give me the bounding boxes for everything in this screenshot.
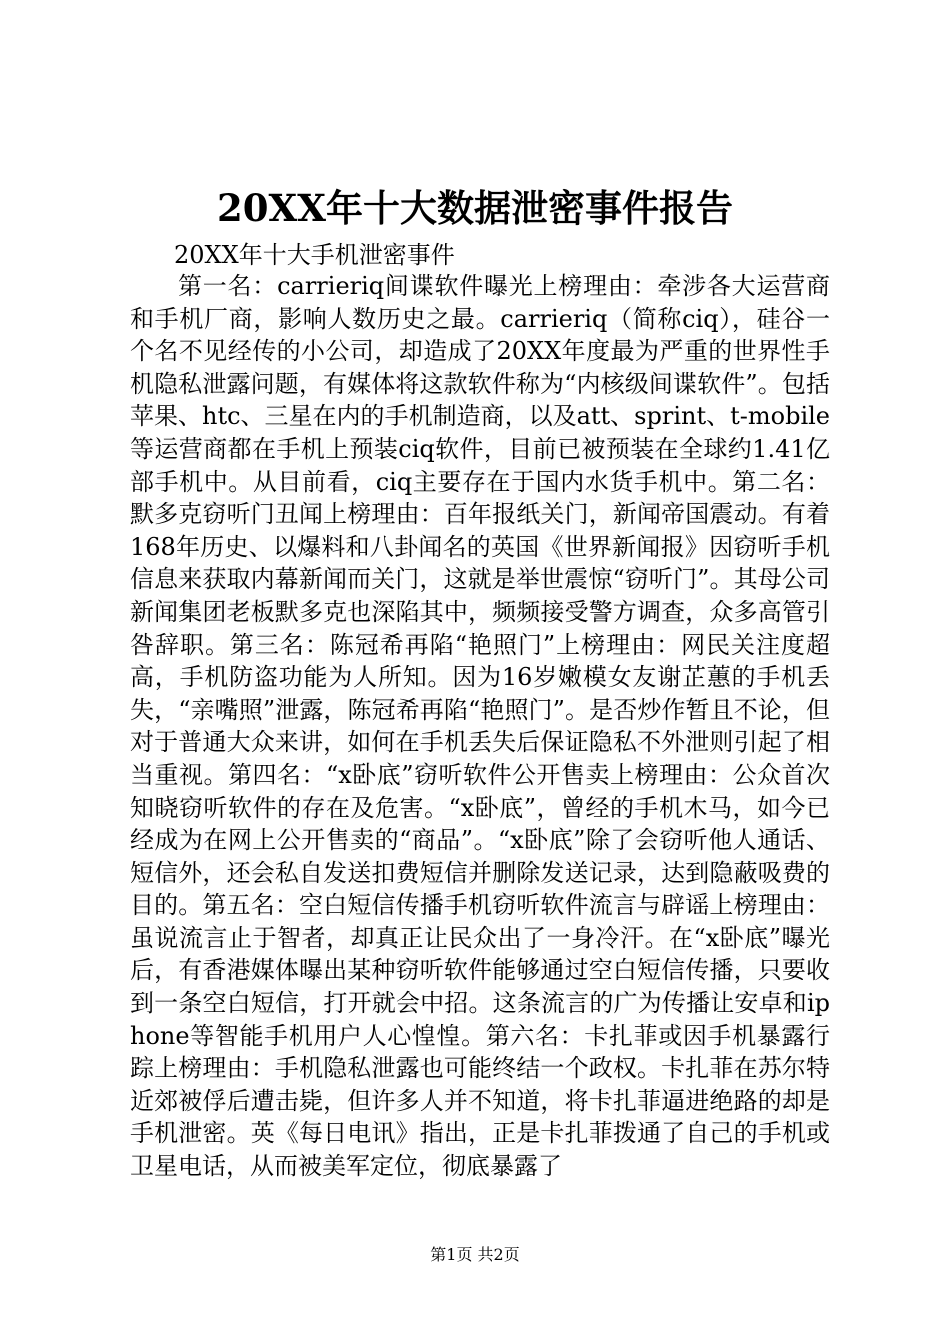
page-number-footer: 第1页 共2页 [430,1245,520,1264]
document-subtitle: 20XX年十大手机泄密事件 [174,241,455,269]
document-title: 20XX年十大数据泄密事件报告 [217,186,733,230]
document-body-paragraph: 第一名：carrieriq间谍软件曝光上榜理由：牵涉各大运营商和手机厂商，影响人数历史之最。carrieriq（简称ciq），硅谷一个名不见经传的小公司，却造成了20XX年度最为严重的世界性手机隐私泄露问题，有媒体将这款软件称为“内核级间谍软件”。包括苹果、htc、三星在内的手机制造商，以及att、sprint、t-mobile等运营商都在手机上预装ciq软件，目前已被预装在全球约1.41亿部手机中。从目前看，ciq主要存在于国内水货手机中。第二名：默多克窃听门丑闻上榜理由：百年报纸关门，新闻帝国震动。有着168年历史、以爆料和八卦闻名的英国《世界新闻报》因窃听手机信息来获取内幕新闻而关门，这就是举世震惊“窃听门”。其母公司新闻集团老板默多克也深陷其中，频频接受警方调查，众多高管引咎辞职。第三名：陈冠希再陷“艳照门”上榜理由：网民关注度超高，手机防盗功能为人所知。因为16岁嫩模女友谢芷蕙的手机丢失，“亲嘴照”泄露，陈冠希再陷“艳照门”。是否炒作暂且不论，但对于普通大众来讲，如何在手机丢失后保证隐私不外泄则引起了相当重视。第四名：“x卧底”窃听软件公开售卖上榜理由：公众首次知晓窃听软件的存在及危害。“x卧底”，曾经的手机木马，如今已经成为在网上公开售卖的“商品”。“x卧底”除了会窃听他人通话、短信外，还会私自发送扣费短信并删除发送记录，达到隐蔽吸费的目的。第五名：空白短信传播手机窃听软件流言与辟谣上榜理由：虽说流言止于智者，却真正让民众出了一身冷汗。在“x卧底”曝光后，有香港媒体曝出某种窃听软件能够通过空白短信传播，只要收到一条空白短信，打开就会中招。这条流言的广为传播让安卓和iphone等智能手机用户人心惶惶。第六名：卡扎菲或因手机暴露行踪上榜理由：手机隐私泄露也可能终结一个政权。卡扎菲在苏尔特近郊被俘后遭击毙，但许多人并不知道，将卡扎菲逼进绝路的却是手机泄密。英《每日电讯》指出，正是卡扎菲拨通了自己的手机或卫星电话，从而被美军定位，彻底暴露了 [130,272,830,1181]
